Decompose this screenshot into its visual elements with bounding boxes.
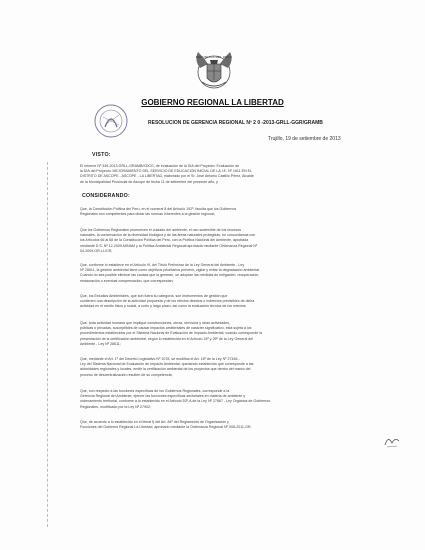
paragraph-8: Que, de acuerdo a lo establecido en el literal f) del Art. 84º del Reglamento de Organización y Funciones del Gobierno Regional La Libertad, aprobado mediante la Ordenanza Regional Nº 008-2011-GR- <box>80 420 252 430</box>
paragraph-6: Que, mediante el Art. 1º del Decreto Legislativo Nº 1078, se modifica el Art. 16º de la Ley Nº 27446 - Ley del Sistema Nacional de Evaluación de Impacto Ambiental, quedando establecido que corresponde a las autoridades regionales y locales, emitir la certificación ambiental de los proyectos que dentro del marco del proceso de descentralización resulten de su competencia; <box>80 357 254 377</box>
left-margin-rule <box>47 162 49 527</box>
considerando-heading: CONSIDERANDO: <box>82 193 130 199</box>
official-seal-icon <box>93 103 129 139</box>
paragraph-5: Que, toda actividad humana que implique construcciones, obras, servicios y otras actividades, públicas o privadas, susceptibles de causar impactos ambientales de carácter significativo, está sujeta a los procedimientos establecidos por el Sistema Nacional de Evaluación de Impacto Ambiental, cuando corresponde la presentación de la certificación ambiental, según lo establecido en el Artículo 24º y 25º de la Ley General del Ambiente - Ley Nº 28611; <box>80 321 262 346</box>
coat-of-arms-caption: REPUBLICA DEL PERU <box>195 55 233 59</box>
organization-title: GOBIERNO REGIONAL LA LIBERTAD <box>141 98 284 107</box>
document-date: Trujillo, 19 de setiembre de 2013 <box>268 136 341 142</box>
vistos-heading: VISTO: <box>92 152 111 158</box>
paragraph-4: Que, los Estudios Ambientales, que son fuera su categoría, son instrumentos de gestión que contienen una descripción de la actividad propuesta y de los efectos directos o indirectos previsibles de dicha actividad en el medio físico y social, a corto y largo plazo; así como la evaluación técnica de los mismos; <box>80 294 255 309</box>
initials-mark-icon <box>383 433 401 449</box>
paragraph-visto: El Informe Nº 349-2013-GRLL-GRAMB/SDCG, de evaluación de la DIA del Proyecto: Evaluación de la DIA del Proyecto: MEJORAMIENTO DEL SERVICIO DE EDUCACION INICIAL DE LA I.E. Nº 1611 EN EL DISTRITO DE ASCOPE - ASCOPE - LA LIBERTAD, elaborado por el Sr. José Antonio Castillo Pérez, Alcalde de la Municipalidad Provincial de Ascope de fecha 11 de setiembre del presente año, y <box>80 164 254 184</box>
paragraph-7: Que, con respecto a las funciones específicas de los Gobiernos Regionales, corresponde a la Gerencia Regional del Ambiente, ejercer las funciones específicas sectoriales en materia de ambiente y ordenamiento territorial, conforme a lo establecido en el Artículo 53º-A de la Ley Nº 27867 - Ley Orgánica de Gobiernos Regionales, modificado por la Ley Nº 27902; <box>80 389 271 409</box>
national-coat-of-arms-icon <box>190 42 238 96</box>
paragraph-3: Que, conforme lo establece en el Artículo VI, del Título Preliminar de la Ley General del Ambiente - Ley Nº 28611, la gestión ambiental tiene como objetivos prioritarios prevenir, vigilar y evitar la degradación ambiental. Cuando no sea posible eliminar las causas que la generan, se adoptan las medidas de mitigación, recuperación, restauración o eventual compensación, que correspondan; <box>80 263 261 283</box>
paragraph-1: Que, la Constitución Política del Perú, en el numeral 8 del Artículo 192º, faculta que los Gobiernos Regionales son competentes para dictar las normas inherentes a la gestión regional; <box>80 207 237 217</box>
paragraph-2: Que los Gobiernos Regionales promueven el cuidado del ambiente, el uso sostenible de los recursos naturales, la conservación de la diversidad biológica y de las áreas naturales protegidas, en concordancia con los Artículos 66 al 68 de la Constitución Política del Perú, con la Política Nacional del Ambiente, aprobada mediante D.S. Nº 12-2009-MINAM y la Política Ambiental Regional aprobada mediante Ordenanza Regional Nº 04-2009-GR-LL/CR; <box>80 228 258 253</box>
resolution-number: RESOLUCION DE GERENCIA REGIONAL Nº 2 0 -2013-GRLL-GGR/GRAMB <box>148 120 323 126</box>
